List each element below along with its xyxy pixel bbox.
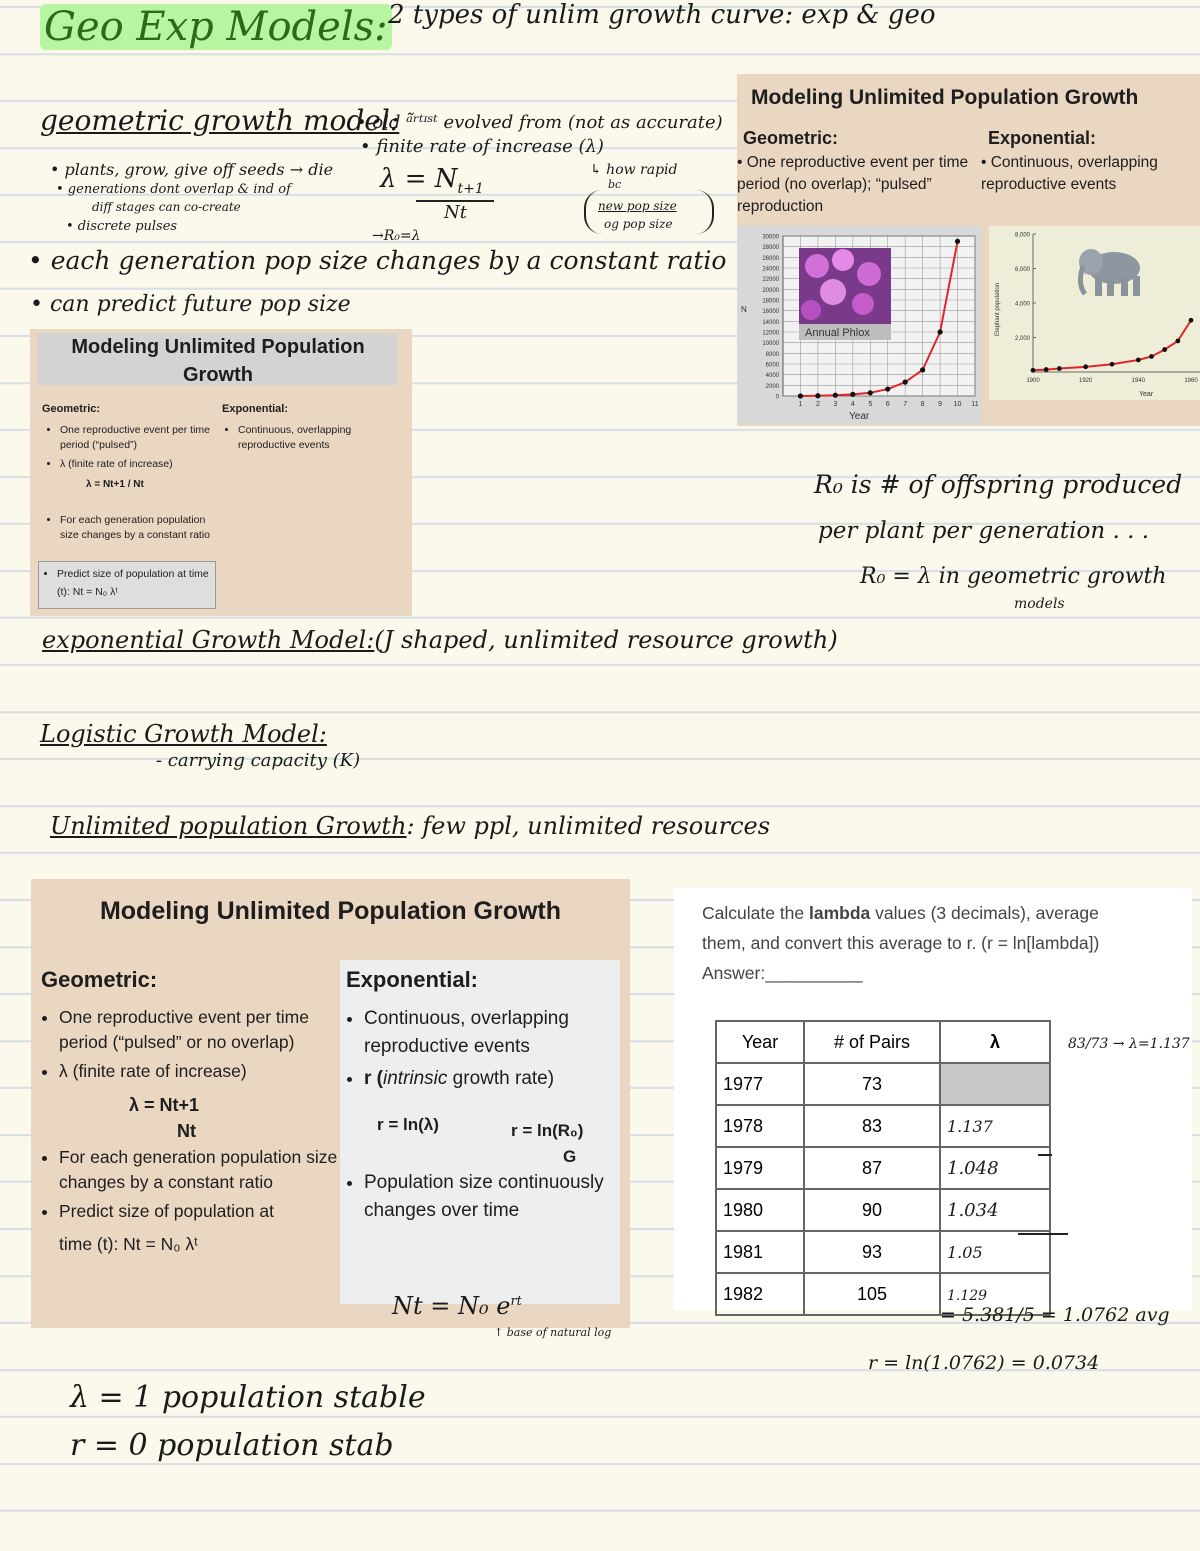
elephant-ytick: 2,000	[1014, 336, 1030, 342]
ratio-denominator: og pop size	[604, 217, 673, 231]
sum-note: = 5.381/5 = 1.0762 avg	[940, 1304, 1170, 1326]
hand-lambda: 1.034	[947, 1199, 999, 1221]
elephant-point	[1057, 366, 1062, 371]
cell-lambda	[940, 1147, 1050, 1189]
cell-pairs: 73	[804, 1063, 940, 1105]
lambda-table	[715, 1020, 1051, 1316]
elephant-point	[1044, 367, 1049, 372]
phlox-flower-3	[857, 262, 881, 286]
elephant-leg-1	[1095, 278, 1102, 296]
table-row	[716, 1231, 1050, 1273]
phlox-xtick: 11	[971, 401, 979, 408]
phlox-ytick: 10000	[762, 341, 779, 348]
lambda-equation	[380, 164, 484, 197]
r0-note-1: R₀ is # of offspring produced	[814, 470, 1183, 499]
lambda-denominator: Nt	[444, 202, 467, 223]
each-generation-note: • each generation pop size changes by a constant ratio	[28, 246, 727, 275]
phlox-point	[937, 329, 942, 334]
phlox-xtick: 2	[815, 401, 820, 408]
logistic-heading: Logistic Growth Model:	[40, 720, 327, 748]
slide-big-b1: • One reproductive event per time period (“pulsed” or no overlap)	[59, 1005, 359, 1055]
phlox-chart-svg	[737, 226, 981, 424]
elephant-ytick: 8,000	[1014, 232, 1030, 239]
subtitle: 2 types of unlim growth curve: exp & geo	[388, 0, 936, 30]
phlox-flower-1	[805, 254, 829, 278]
r0-note-3: R₀ = λ in geometric growth	[860, 564, 1167, 589]
phlox-label: Annual Phlox	[805, 327, 870, 339]
cell-pairs: 83	[804, 1105, 940, 1147]
table-row	[716, 1063, 1050, 1105]
phlox-ytick: 18000	[762, 298, 779, 305]
phlox-ytick: 0	[775, 394, 779, 401]
question-1c: values (3 decimals), average	[870, 903, 1099, 923]
cell-year: 1977	[716, 1063, 804, 1105]
slide-small	[30, 329, 412, 616]
phlox-xtick: 5	[868, 401, 873, 408]
slide-big-title: Modeling Unlimited Population Growth	[99, 897, 562, 925]
phlox-point	[920, 367, 925, 372]
cell-lambda	[940, 1189, 1050, 1231]
phlox-flower-2	[832, 249, 854, 271]
cell-pairs: 87	[804, 1147, 940, 1189]
plants-note-4: • discrete pulses	[66, 219, 178, 234]
unlimited-growth-note	[50, 812, 770, 840]
header-year: Year	[716, 1021, 804, 1063]
slide-big-exp-b2a: r (	[364, 1068, 383, 1089]
slide-small-exp-head: Exponential:	[222, 403, 289, 415]
phlox-xtick: 7	[903, 401, 908, 408]
r-note: r = ln(1.0762) = 0.0734	[868, 1352, 1100, 1374]
elephant-point	[1031, 368, 1036, 373]
elephant-ylabel: Elephant population	[995, 282, 1001, 336]
nt-formula	[392, 1292, 522, 1320]
phlox-ytick: 20000	[762, 287, 779, 294]
slide-big-geo-list-2	[41, 1145, 349, 1268]
r0-note-4: models	[1014, 596, 1065, 612]
slide-big-b4b: time (t): Nt = N₀ λᵗ	[59, 1234, 198, 1254]
elephant-point	[1083, 364, 1088, 369]
how-rapid-note: ↳ how rapid	[590, 162, 678, 178]
slide-small-predict-list	[39, 562, 215, 601]
table-row	[716, 1189, 1050, 1231]
slide-small-exp-list	[220, 423, 388, 457]
cell-lambda	[940, 1105, 1050, 1147]
cell-year: 1981	[716, 1231, 804, 1273]
phlox-flower-6	[801, 300, 821, 320]
r0-equals-lambda: →R₀=λ	[372, 228, 421, 244]
page-title	[40, 4, 392, 50]
slide-big-b3: • For each generation population size changes by a constant ratio	[59, 1145, 349, 1195]
elephant-xtick: 1960	[1184, 378, 1198, 384]
nt-formula-main: Nt = N₀ e	[392, 1292, 511, 1320]
plants-note-1: • plants, grow, give off seeds → die	[50, 160, 334, 179]
phlox-yticks	[762, 235, 779, 401]
lambda-eq-main: λ = N	[380, 164, 458, 194]
elephant-point	[1189, 318, 1194, 323]
slide-small-b1: • One reproductive event per time period (“pulsed”)	[60, 423, 236, 453]
question-2: them, and convert this average to r. (r = ln[lambda])	[702, 933, 1100, 953]
slide-small-geo-head: Geometric:	[42, 403, 101, 415]
slide-top-exp-text: • Continuous, overlapping reproductive events	[981, 154, 1158, 193]
slide-big-r-ln-r0: r = ln(R₀)	[511, 1121, 584, 1140]
elephant-point	[1149, 354, 1154, 359]
table-row	[716, 1105, 1050, 1147]
table-row	[716, 1147, 1050, 1189]
lambda-eq-sub: t+1	[457, 181, 484, 198]
title-highlight: Geo Exp Models:	[40, 4, 392, 50]
elephant-ytick: 4,000	[1014, 301, 1030, 308]
elephant-chart	[989, 226, 1200, 400]
cell-lambda	[940, 1063, 1050, 1105]
unlimited-desc: : few ppl, unlimited resources	[406, 812, 771, 840]
phlox-ylabel: N	[741, 305, 747, 314]
hand-lambda: 1.129	[947, 1287, 988, 1304]
elephant-point	[1136, 358, 1141, 363]
cell-pairs: 105	[804, 1273, 940, 1315]
nt-formula-exp: rt	[510, 1294, 522, 1309]
slide-big-geo-list	[41, 1005, 359, 1088]
hand-lambda: 1.137	[947, 1116, 993, 1136]
phlox-point	[798, 393, 803, 398]
header-pairs: # of Pairs	[804, 1021, 940, 1063]
slide-top-geo-head: Geometric:	[743, 128, 839, 148]
r-stable-note: r = 0 population stab	[70, 1428, 394, 1463]
cell-year: 1980	[716, 1189, 804, 1231]
phlox-ytick: 28000	[762, 245, 779, 252]
elephant-trunk	[1080, 266, 1085, 294]
elephant-point	[1175, 339, 1180, 344]
phlox-point	[833, 393, 838, 398]
phlox-ytick: 14000	[762, 319, 779, 326]
geo-bullet-2: • finite rate of increase (λ)	[360, 136, 604, 157]
cell-year: 1978	[716, 1105, 804, 1147]
plants-note-2: • generations dont overlap & ind of	[56, 182, 291, 197]
phlox-chart	[737, 226, 981, 424]
phlox-point	[885, 386, 890, 391]
slide-big-exp-b1: • Continuous, overlapping reproductive events	[364, 1005, 634, 1061]
phlox-point	[850, 392, 855, 397]
lambda-stable-note: λ = 1 population stable	[70, 1380, 426, 1415]
geo-heading: geometric growth model:	[40, 104, 400, 137]
elephant-leg-2	[1107, 280, 1114, 296]
exp-model-desc: (J shaped, unlimited resource growth)	[374, 626, 838, 654]
slide-top-right	[737, 74, 1200, 426]
question-line-1	[702, 898, 1099, 988]
table-header-row	[716, 1021, 1050, 1063]
phlox-point	[955, 239, 960, 244]
exp-model-title: exponential Growth Model:	[42, 626, 375, 654]
phlox-point	[868, 390, 873, 395]
geo-bullet-1: • old ᵃ̃ʳᵗᶦˢᵗ evolved from (not as accurate)	[356, 112, 723, 133]
question-3: Answer:__________	[702, 963, 863, 983]
elephant-xtick: 1920	[1078, 378, 1093, 384]
phlox-xtick: 3	[833, 401, 838, 408]
cell-pairs: 93	[804, 1231, 940, 1273]
phlox-xtick: 4	[850, 401, 855, 408]
cell-lambda	[940, 1231, 1050, 1273]
phlox-ytick: 2000	[765, 383, 779, 390]
slide-big-r-g: G	[563, 1147, 577, 1166]
cell-year: 1979	[716, 1147, 804, 1189]
elephant-points	[1031, 318, 1194, 373]
hand-lambda: 1.048	[947, 1157, 999, 1179]
elephant-xlabel: Year	[1139, 391, 1154, 398]
slide-big-exp-b2c: growth rate)	[447, 1068, 555, 1089]
phlox-ytick: 16000	[762, 309, 779, 316]
elephant-leg-3	[1121, 278, 1128, 296]
carrying-capacity-note: - carrying capacity (K)	[156, 750, 361, 771]
slide-small-b4: • Predict size of population at time (t): Nt = N₀ λᵗ	[57, 565, 215, 601]
header-lambda: λ	[940, 1021, 1050, 1063]
phlox-ytick: 22000	[762, 277, 779, 284]
phlox-xlabel: Year	[849, 411, 870, 422]
slide-small-exp-b1: • Continuous, overlapping reproductive events	[238, 423, 388, 453]
phlox-point	[815, 393, 820, 398]
cell-pairs: 90	[804, 1189, 940, 1231]
phlox-flower-5	[852, 293, 874, 315]
phlox-flower-4	[820, 279, 846, 305]
slide-small-b2: • λ (finite rate of increase)	[60, 457, 236, 472]
question-1b: lambda	[809, 903, 871, 923]
calc-note: 83/73 → λ=1.137	[1068, 1036, 1190, 1052]
slide-small-predict-box	[38, 561, 216, 609]
elephant-xtick: 1900	[1026, 378, 1040, 384]
phlox-ytick: 26000	[762, 255, 779, 262]
slide-big-geo-head: Geometric:	[41, 967, 158, 992]
how-rapid-note-2: bc	[608, 178, 622, 191]
base-natural-log-note: ↑ base of natural log	[494, 1326, 612, 1339]
unlimited-title: Unlimited population Growth	[50, 812, 407, 840]
slide-big-eq-num: λ = Nt+1	[129, 1095, 200, 1115]
phlox-ytick: 8000	[765, 351, 779, 358]
slide-big-exp-b2b: intrinsic	[383, 1068, 448, 1089]
slide-small-geo-list-2	[42, 513, 220, 547]
phlox-ytick: 4000	[765, 373, 779, 380]
slide-top-exp-head: Exponential:	[988, 128, 1097, 148]
exp-model-heading	[42, 626, 838, 654]
elephant-point	[1162, 347, 1167, 352]
phlox-point	[903, 380, 908, 385]
elephant-point	[1110, 362, 1115, 367]
question-1a: Calculate the	[702, 903, 810, 923]
slide-top-geo-body: One reproductive event per time period (no overlap); “pulsed” reproduction	[737, 154, 969, 215]
slide-small-geo-list	[42, 423, 236, 476]
elephant-leg-4	[1133, 276, 1140, 296]
hand-lambda: 1.05	[947, 1242, 983, 1262]
slide-big-r-ln-lambda: r = ln(λ)	[377, 1115, 439, 1134]
phlox-ytick: 12000	[762, 330, 779, 337]
plants-note-3: diff stages can co-create	[92, 200, 241, 214]
phlox-ytick: 6000	[765, 362, 779, 369]
phlox-xtick: 6	[885, 401, 890, 408]
slide-small-eq: λ = Nt+1 / Nt	[86, 479, 144, 490]
slide-big-exp-b3: • Population size continuously changes over time	[364, 1169, 614, 1225]
slide-big-exp-head: Exponential:	[346, 967, 479, 992]
elephant-xtick: 1940	[1131, 378, 1146, 384]
slide-big-exp-b2	[364, 1065, 634, 1093]
tick-mark-1	[1038, 1154, 1052, 1156]
can-predict-note: • can predict future pop size	[30, 292, 351, 317]
phlox-xtick: 1	[798, 401, 803, 408]
tick-mark-2	[1018, 1233, 1068, 1235]
cell-year: 1982	[716, 1273, 804, 1315]
slide-top-exp-body: Continuous, overlapping reproductive events	[981, 154, 1158, 193]
slide-big-exp-list-2	[346, 1169, 614, 1229]
slide-small-title: Modeling Unlimited Population Growth	[38, 333, 398, 385]
elephant-xticks	[1026, 378, 1198, 384]
slide-big-b2: • λ (finite rate of increase)	[59, 1059, 359, 1084]
phlox-ytick: 24000	[762, 266, 779, 273]
ratio-numerator: new pop size	[598, 199, 677, 213]
phlox-xtick: 10	[953, 401, 962, 408]
elephant-chart-svg	[989, 226, 1200, 400]
r0-note-2: per plant per generation . . .	[818, 518, 1150, 544]
slide-big-eq-den: Nt	[177, 1121, 196, 1141]
phlox-xtick: 9	[938, 401, 943, 408]
slide-top-geo-text: • One reproductive event per time period (no overlap); “pulsed” reproduction	[737, 154, 969, 215]
phlox-ytick: 30000	[762, 234, 779, 241]
phlox-xtick: 8	[920, 401, 925, 408]
slide-big-b4a: Predict size of population at	[59, 1201, 274, 1221]
slide-top-title: Modeling Unlimited Population Growth	[751, 86, 1139, 109]
slide-big	[31, 879, 630, 1328]
slide-big-b4	[59, 1199, 349, 1264]
slide-big-exp-list	[346, 1005, 634, 1097]
phlox-xticks	[799, 401, 979, 408]
elephant-ytick: 6,000	[1014, 267, 1030, 273]
slide-small-b3: • For each generation population size changes by a constant ratio	[60, 513, 220, 543]
